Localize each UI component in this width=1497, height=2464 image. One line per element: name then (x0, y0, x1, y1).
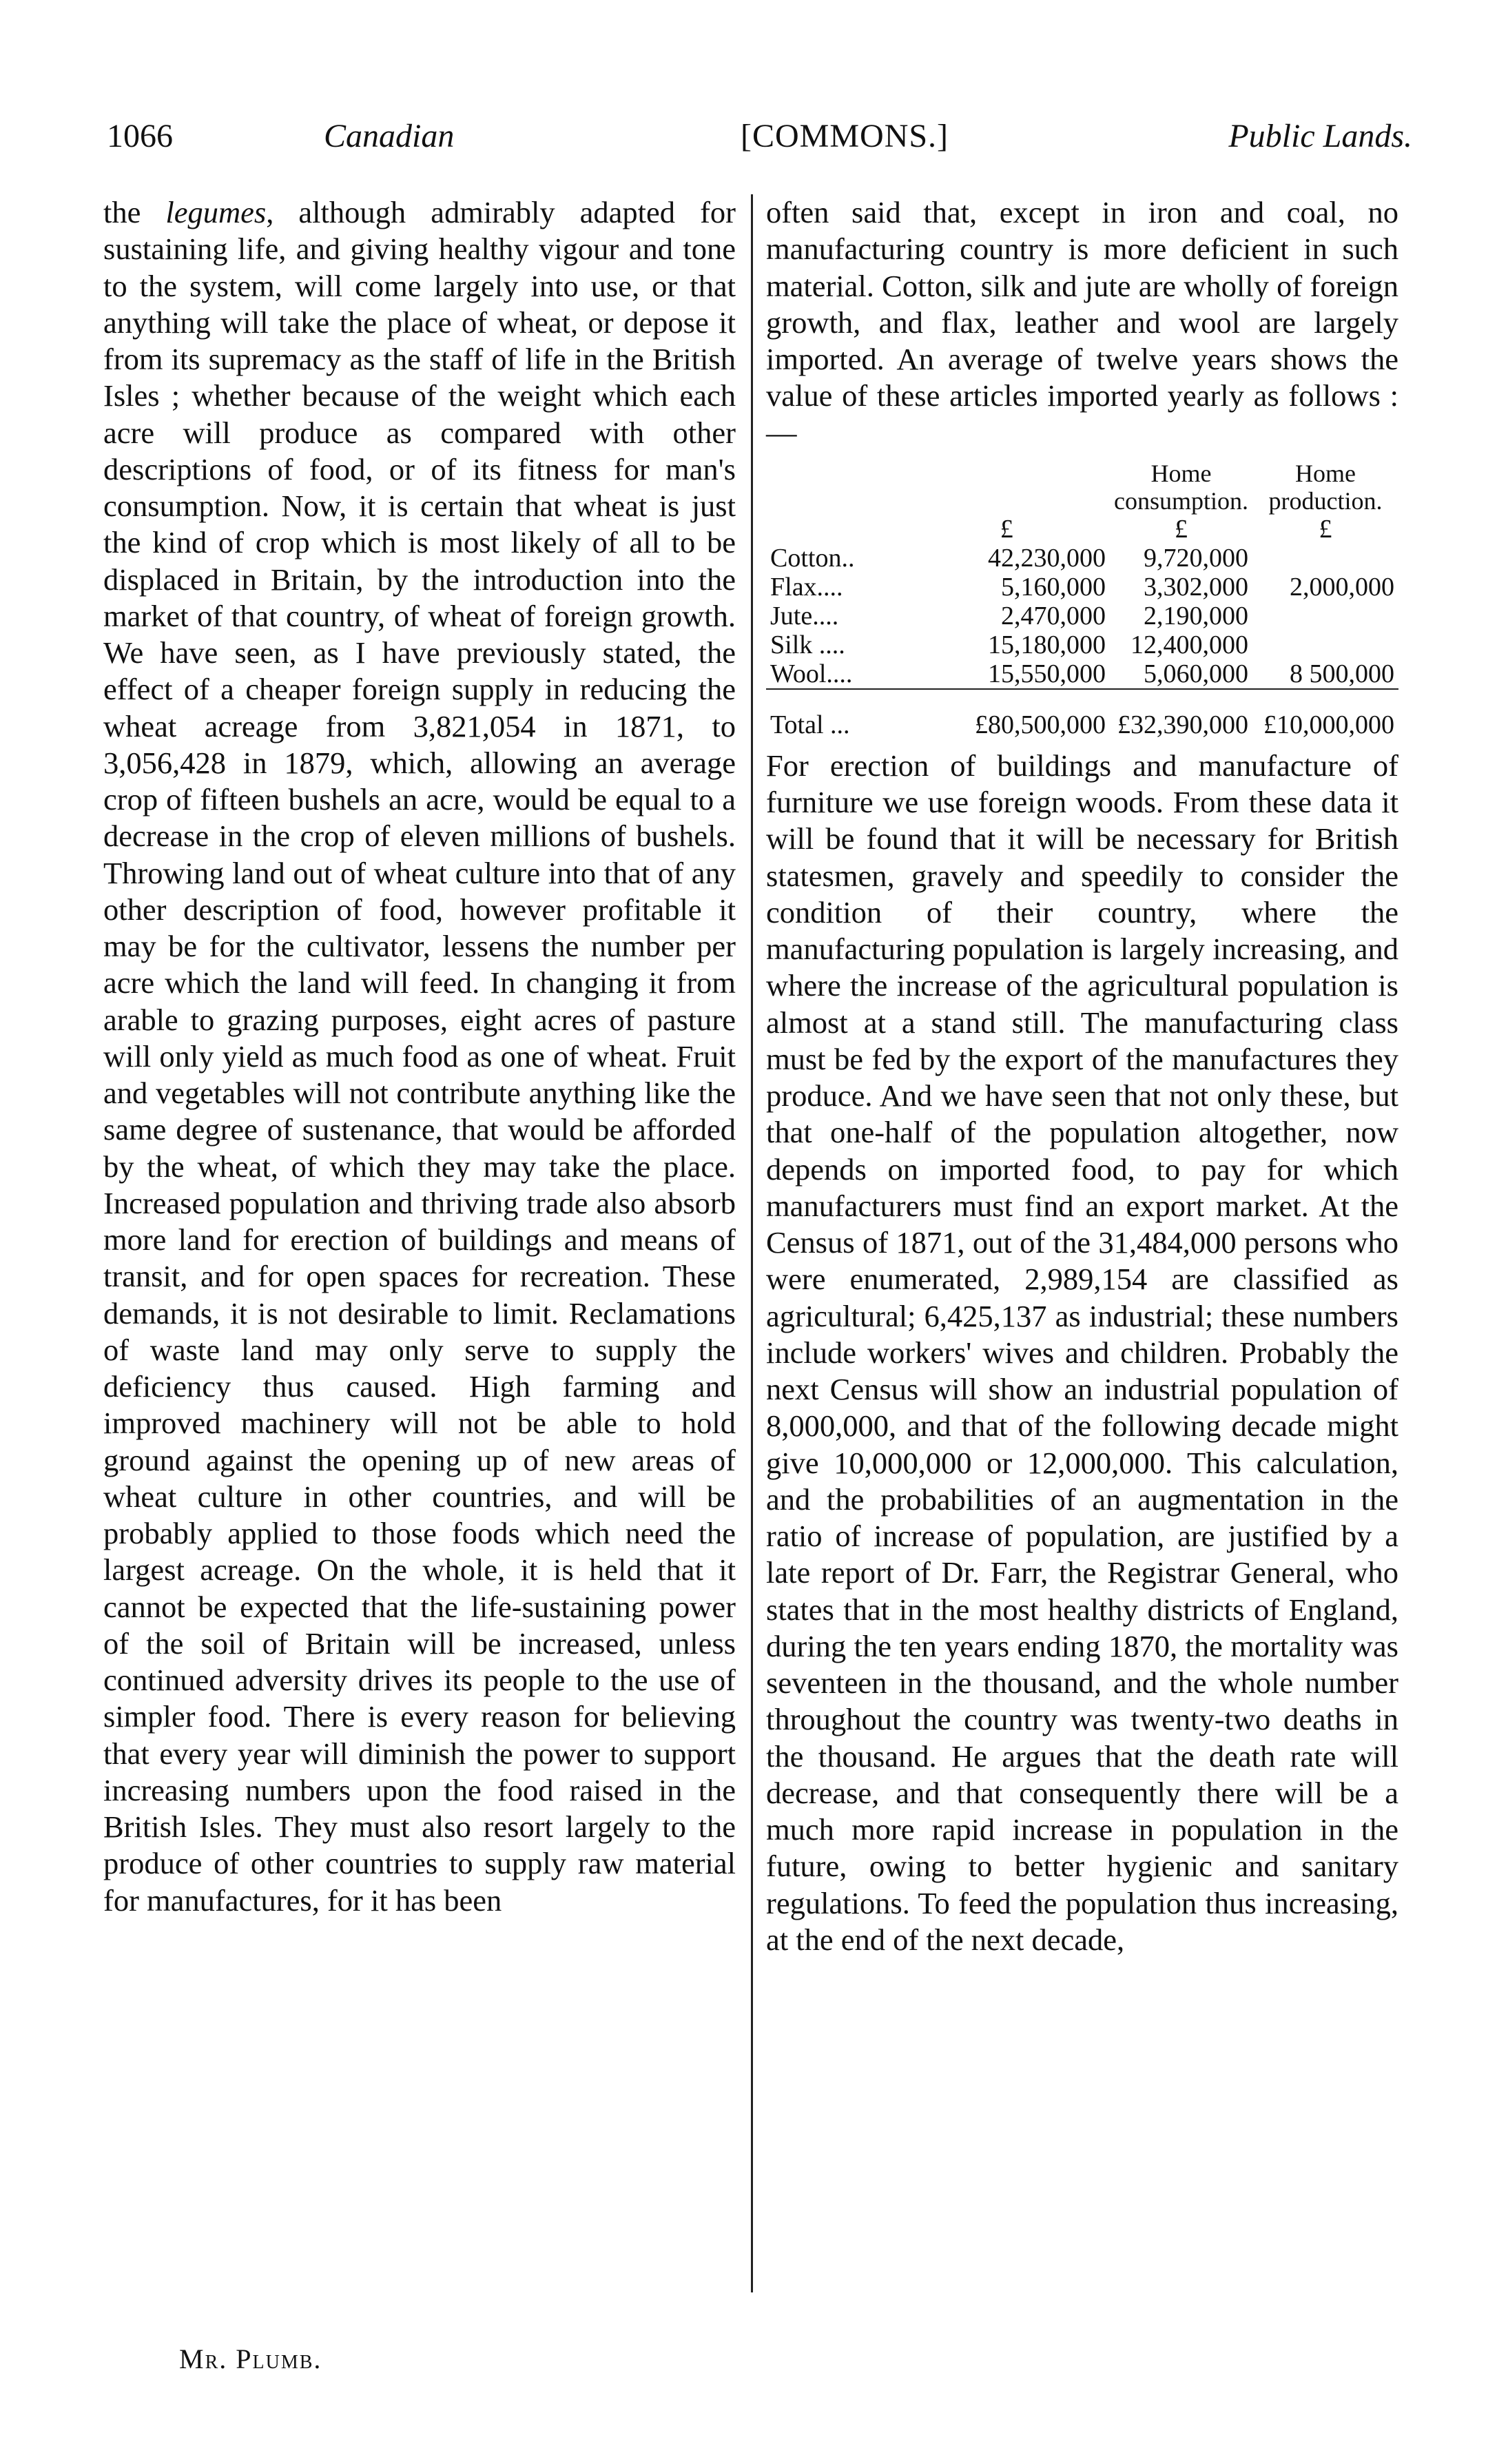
left-column (103, 194, 736, 2303)
text-run: the (103, 195, 166, 229)
imports-table (766, 460, 1398, 739)
col-header-home-production: Home production. (1268, 459, 1383, 515)
table-row: Cotton.. 42,230,000 9,720,000 (770, 543, 1248, 573)
speaker-name: Mr. Plumb. (179, 2343, 322, 2374)
currency-symbol: £ (1000, 514, 1013, 544)
table-row: Wool.... 15,550,000 5,060,000 8 500,000 (770, 659, 1394, 688)
table-row: Jute.... 2,470,000 2,190,000 (770, 601, 1248, 630)
table-row: Flax.... 5,160,000 3,302,000 2,000,000 (770, 572, 1394, 602)
right-paragraph-2: For erection of buildings and manufacture of furniture we use foreign woods. From these data it will be found that it will be necessary for British statesmen, gravely and speedily to consider the condition of their country, where the manufacturing population is largely increasing, and where the increase of the agricultural population is almost at a stand still. The manufacturing class must be fed by the export of the manufactures they produce. And we have seen that not only these, but that one-half of the population altogether, now depends on imported food, to pay for which manufacturers must find an export market. At the Census of 1871, out of the 31,484,000 persons who were enumerated, 2,989,154 are classified as agricultural; 6,425,137 as industrial; these numbers include workers' wives and children. Probably the next Census will show an industrial population of 8,000,000, and that of the following decade might give 10,000,000 or 12,000,000. This calculation, and the probabilities of an augmentation in the ratio of increase of population, are justified by a late report of Dr. Farr, the Registrar General, who states that in the most healthy districts of England, during the ten years ending 1870, the mortality was seventeen in the thousand, and the whole number throughout the country was twenty-two deaths in the thousand. He argues that the death rate will decrease, and that consequently there will be a much more rapid increase in population in the future, owing to better hygienic and sanitary regulations. To feed the population thus increasing, at the end of the next decade, (766, 748, 1398, 1957)
text-run: , although admirably adapted for sustaining life, and giving healthy vigour and tone to the system, will come largely into use, or that anything will take the place of wheat, or depose it from its supremacy as the staff of life in the British Isles ; whether because of the weight which each acre will produce as compared with other descriptions of food, or of its fitness for man's consumption. Now, it is certain that wheat is just the kind of crop which is most likely of all to be displaced in Britain, by the introduction into the market of that country, of wheat of foreign growth. We have seen, as I have previously stated, the effect of a cheaper foreign supply in reducing the wheat acreage from 3,821,054 in 1871, to 3,056,428 in 1879, which, allowing an average crop of fifteen bushels an acre, would be equal to a decrease in the crop of eleven millions of bushels. Throwing land out of wheat culture into that of any other description of food, however profitable it may be for the cultivator, lessens the number per acre which the land will feed. In changing it from arable to grazing purposes, eight acres of pasture will only yield as much food as one of wheat. Fruit and vegetables will not contribute anything like the same degree of sustenance, that would be afforded by the wheat, of which they may take the place. Increased population and thriving trade also absorb more land for erection of buildings and means of transit, and for open spaces for recreation. These demands, it is not desirable to limit. Reclamations of waste land may only serve to supply the deficiency thus caused. High farming and improved machinery will not be able to hold ground against the opening up of new areas of wheat culture in other countries, and will be probably applied to those foods which need the largest acreage. On the whole, it is held that it cannot be expected that the life-sustaining power of the soil of Britain will be increased, unless continued adversity drives its people to the use of simpler food. There is every reason for believing that every year will diminish the power to support increasing numbers upon the food raised in the British Isles. They must also resort largely to the produce of other countries to supply raw material for manufactures, for it has been (103, 195, 736, 1918)
col-header-home-consumption: Home consumption. (1114, 459, 1248, 515)
currency-symbol: £ (1175, 514, 1188, 544)
column-divider (751, 194, 753, 2292)
header-center-title: [COMMONS.] (741, 118, 949, 154)
table-row: Silk .... 15,180,000 12,400,000 (770, 630, 1248, 659)
page-header (107, 117, 1412, 172)
right-column (766, 194, 1398, 2317)
page-number: 1066 (107, 118, 173, 154)
header-right-title: Public Lands. (1228, 118, 1412, 154)
currency-symbol: £ (1319, 514, 1332, 544)
right-paragraph-1: often said that, except in iron and coal, no manufacturing country is more deficient in such material. Cotton, silk and jute are wholly of foreign growth, and flax, leather and wool are largely imported. An average of twelve years shows the value of these articles imported yearly as follows :— (766, 195, 1398, 450)
left-paragraph (103, 194, 736, 1919)
header-left-title: Canadian (324, 118, 455, 154)
italic-term: legumes (165, 195, 267, 229)
table-total-row: Total ... £80,500,000 £32,390,000 £10,000,000 (766, 689, 1398, 739)
